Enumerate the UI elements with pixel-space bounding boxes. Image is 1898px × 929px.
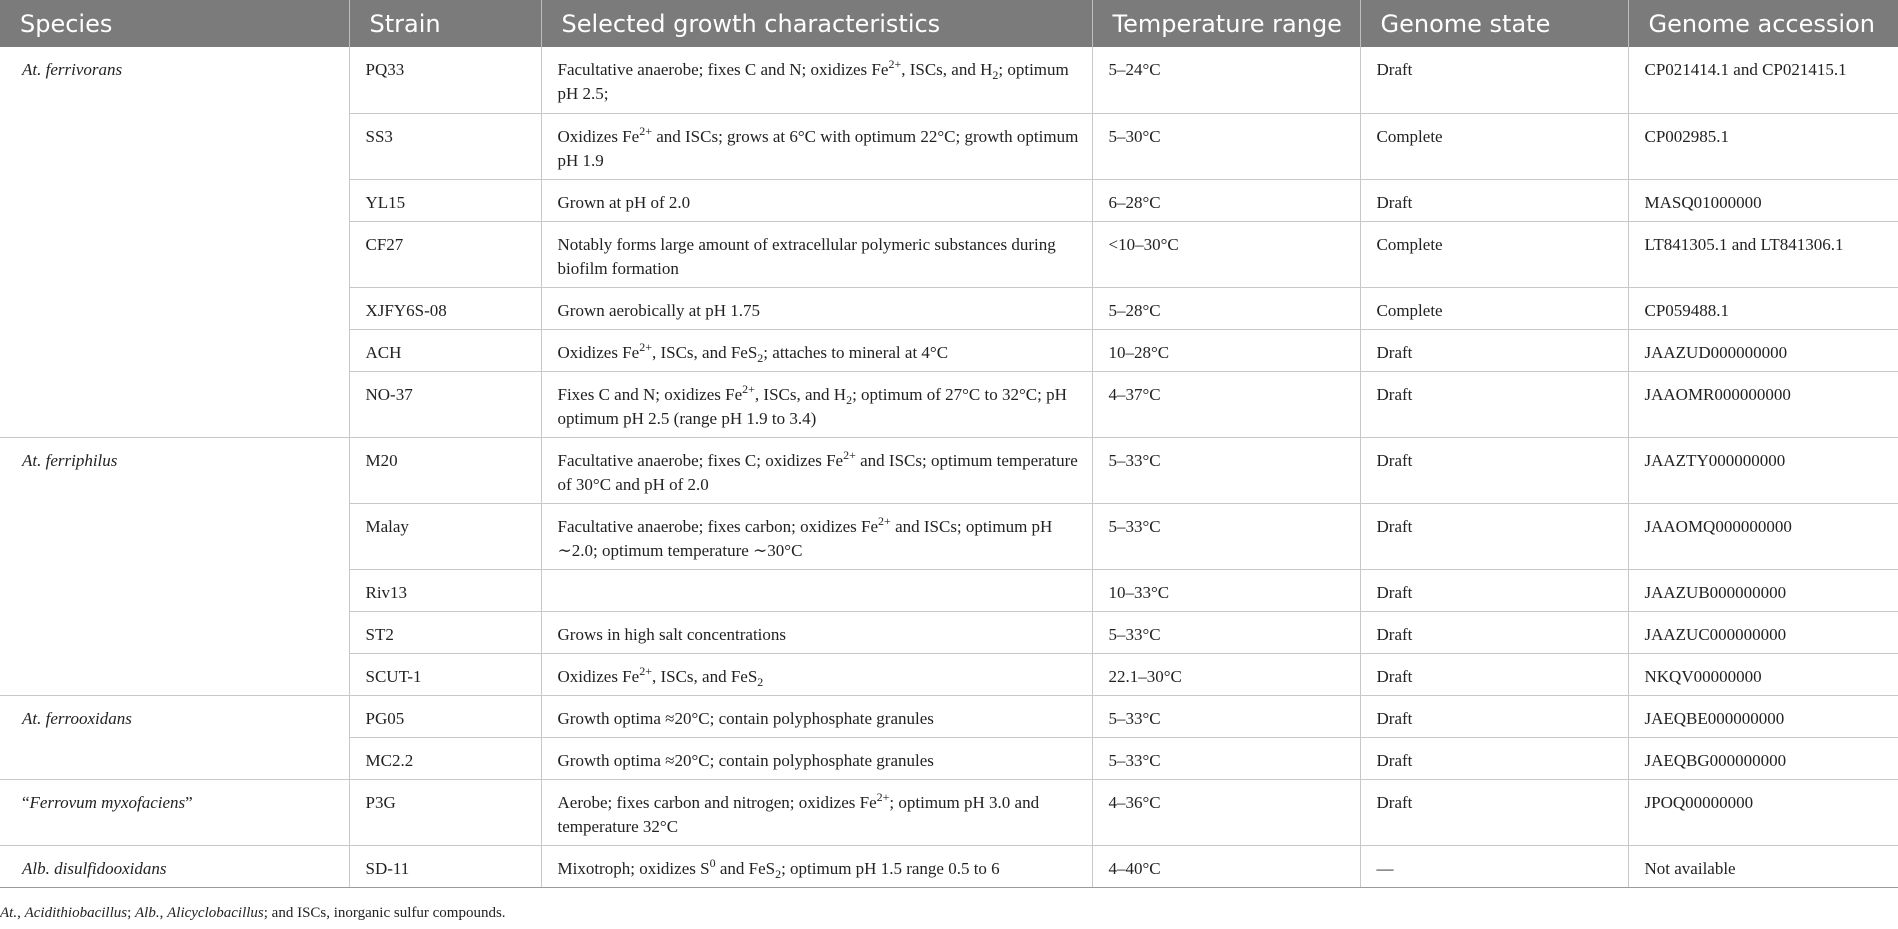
temperature-range-cell: 5–33°C	[1092, 503, 1360, 569]
temperature-range-cell: 10–28°C	[1092, 329, 1360, 371]
genome-accession-cell: MASQ01000000	[1628, 179, 1898, 221]
genome-state-cell: Draft	[1360, 737, 1628, 779]
growth-characteristics-cell	[541, 113, 1092, 179]
growth-characteristics-cell	[541, 695, 1092, 737]
genome-state-cell: Draft	[1360, 437, 1628, 503]
text-segment: 2	[757, 674, 764, 689]
text-segment: ; attaches to mineral at 4°C	[763, 342, 949, 362]
text-segment: 2	[992, 68, 999, 82]
strain-cell: M20	[349, 437, 541, 503]
strain-cell: ST2	[349, 611, 541, 653]
table-row	[0, 695, 1898, 737]
temperature-range-cell: 5–24°C	[1092, 47, 1360, 113]
genome-accession-cell: Not available	[1628, 845, 1898, 887]
genome-accession-cell: JAAOMR000000000	[1628, 371, 1898, 437]
header-species: Species	[0, 0, 349, 47]
genome-accession-cell: JPOQ00000000	[1628, 779, 1898, 845]
text-segment: Aerobe; fixes carbon and nitrogen; oxidizes Fe	[557, 792, 877, 812]
genome-state-cell: Draft	[1360, 695, 1628, 737]
genome-state-cell: Draft	[1360, 371, 1628, 437]
growth-characteristics-cell	[541, 287, 1092, 329]
genome-state-cell: Complete	[1360, 287, 1628, 329]
text-segment: Facultative anaerobe; fixes C and N; oxidizes Fe	[557, 60, 889, 79]
growth-characteristics-cell	[541, 779, 1092, 845]
text-segment: 2+	[639, 123, 652, 138]
genome-accession-cell: JAAZUC000000000	[1628, 611, 1898, 653]
text-segment: Grows in high salt concentrations	[557, 624, 787, 644]
growth-characteristics-cell	[541, 371, 1092, 437]
temperature-range-cell: 5–33°C	[1092, 611, 1360, 653]
text-segment: Growth optima ≈20°C; contain polyphosphate granules	[557, 750, 934, 770]
temperature-range-cell: <10–30°C	[1092, 221, 1360, 287]
footnote-abbr-at: At.	[0, 905, 18, 921]
text-segment: 2	[846, 392, 853, 407]
table-footnote	[0, 905, 506, 922]
text-segment: Oxidizes Fe	[557, 342, 640, 362]
temperature-range-cell: 4–40°C	[1092, 845, 1360, 887]
genome-state-cell: Draft	[1360, 653, 1628, 695]
genome-accession-cell: JAAZTY000000000	[1628, 437, 1898, 503]
growth-characteristics-cell	[541, 611, 1092, 653]
text-segment: 2	[775, 866, 782, 881]
table-row	[0, 47, 1898, 113]
strain-cell: MC2.2	[349, 737, 541, 779]
strain-cell: CF27	[349, 221, 541, 287]
genome-state-cell: Draft	[1360, 779, 1628, 845]
text-segment: , ISCs, and FeS	[651, 666, 758, 686]
species-cell: Alb. disulfidooxidans	[0, 845, 349, 887]
header-temperature-range: Temperature range	[1092, 0, 1360, 47]
genome-accession-cell: CP021414.1 and CP021415.1	[1628, 47, 1898, 113]
genome-accession-cell: JAEQBG000000000	[1628, 737, 1898, 779]
temperature-range-cell: 5–28°C	[1092, 287, 1360, 329]
text-segment: Growth optima ≈20°C; contain polyphosphate granules	[557, 708, 934, 728]
temperature-range-cell: 5–33°C	[1092, 737, 1360, 779]
text-segment: , ISCs, and H	[901, 60, 993, 79]
growth-characteristics-cell	[541, 569, 1092, 611]
text-segment: , ISCs, and H	[754, 384, 847, 404]
text-segment: Oxidizes Fe	[557, 126, 640, 146]
temperature-range-cell: 4–37°C	[1092, 371, 1360, 437]
genome-accession-cell: CP059488.1	[1628, 287, 1898, 329]
text-segment: and ISCs; grows at 6°C with optimum 22°C; growth optimum pH 1.9	[557, 126, 1079, 170]
strain-cell: NO-37	[349, 371, 541, 437]
temperature-range-cell: 10–33°C	[1092, 569, 1360, 611]
footnote-sep: ,	[159, 905, 168, 921]
footnote-abbr-alb: Alb.	[135, 905, 160, 921]
footnote-acidithiobacillus: Acidithiobacillus	[24, 905, 128, 921]
text-segment: Notably forms large amount of extracellular polymeric substances during biofilm formation	[557, 234, 1056, 278]
text-segment: Facultative anaerobe; fixes carbon; oxidizes Fe	[557, 516, 879, 536]
growth-characteristics-cell	[541, 437, 1092, 503]
genome-state-cell: Draft	[1360, 503, 1628, 569]
footnote-sep: ;	[127, 905, 136, 921]
strain-cell: SS3	[349, 113, 541, 179]
text-segment: , ISCs, and FeS	[651, 342, 758, 362]
text-segment: and ISCs; optimum pH ∼2.0; optimum temperature ∼30°C	[557, 516, 1053, 560]
header-strain: Strain	[349, 0, 541, 47]
species-cell: At. ferrooxidans	[0, 695, 349, 779]
temperature-range-cell: 5–30°C	[1092, 113, 1360, 179]
text-segment: Oxidizes Fe	[557, 666, 640, 686]
growth-characteristics-cell	[541, 653, 1092, 695]
strain-cell: PG05	[349, 695, 541, 737]
growth-characteristics-cell	[541, 47, 1092, 113]
genome-accession-cell: LT841305.1 and LT841306.1	[1628, 221, 1898, 287]
species-cell: At. ferrivorans	[0, 47, 349, 437]
text-segment: Facultative anaerobe; fixes C; oxidizes Fe	[557, 450, 844, 470]
text-segment: Grown at pH of 2.0	[557, 192, 691, 212]
strain-cell: XJFY6S-08	[349, 287, 541, 329]
species-cell: At. ferriphilus	[0, 437, 349, 695]
genome-state-cell: Complete	[1360, 113, 1628, 179]
table-row	[0, 437, 1898, 503]
strain-cell: SCUT-1	[349, 653, 541, 695]
footnote-sep: ,	[17, 905, 25, 921]
text-segment: and ISCs; optimum temperature of 30°C and pH of 2.0	[557, 450, 1078, 494]
text-segment: ; optimum pH 2.5;	[557, 60, 1069, 103]
text-segment: Fixes C and N; oxidizes Fe	[557, 384, 743, 404]
species-cell: “Ferrovum myxofaciens”	[0, 779, 349, 845]
genome-state-cell: Draft	[1360, 179, 1628, 221]
strain-cell: PQ33	[349, 47, 541, 113]
genome-state-cell: —	[1360, 845, 1628, 887]
temperature-range-cell: 6–28°C	[1092, 179, 1360, 221]
temperature-range-cell: 4–36°C	[1092, 779, 1360, 845]
text-segment: Grown aerobically at pH 1.75	[557, 300, 761, 320]
text-segment: and FeS	[715, 858, 776, 878]
growth-characteristics-cell	[541, 503, 1092, 569]
table-row	[0, 779, 1898, 845]
text-segment: 2+	[843, 447, 856, 462]
text-segment: 2+	[876, 789, 890, 804]
genome-state-cell: Draft	[1360, 47, 1628, 113]
text-segment: 2+	[639, 663, 652, 678]
genome-accession-cell: CP002985.1	[1628, 113, 1898, 179]
header-growth-characteristics: Selected growth characteristics	[541, 0, 1092, 47]
header-genome-accession: Genome accession	[1628, 0, 1898, 47]
header-genome-state: Genome state	[1360, 0, 1628, 47]
text-segment: 2+	[878, 513, 891, 528]
footnote-alicyclobacillus: Alicyclobacillus	[167, 905, 264, 921]
footnote-isc: ; and ISCs, inorganic sulfur compounds.	[263, 905, 506, 921]
text-segment: 2+	[742, 381, 755, 396]
growth-characteristics-cell	[541, 221, 1092, 287]
strain-cell: YL15	[349, 179, 541, 221]
text-segment: 2	[757, 350, 764, 365]
growth-characteristics-cell	[541, 737, 1092, 779]
text-segment: 0	[709, 855, 716, 870]
text-segment: Mixotroph; oxidizes S	[557, 858, 710, 878]
genome-accession-cell: JAEQBE000000000	[1628, 695, 1898, 737]
text-segment: 2+	[888, 57, 902, 71]
strain-cell: Malay	[349, 503, 541, 569]
strain-cell: Riv13	[349, 569, 541, 611]
temperature-range-cell: 5–33°C	[1092, 437, 1360, 503]
genome-accession-cell: JAAZUD000000000	[1628, 329, 1898, 371]
genome-state-cell: Draft	[1360, 329, 1628, 371]
strain-cell: P3G	[349, 779, 541, 845]
genome-state-cell: Draft	[1360, 569, 1628, 611]
strain-cell: SD-11	[349, 845, 541, 887]
text-segment: ; optimum pH 1.5 range 0.5 to 6	[781, 858, 1000, 878]
table-row	[0, 845, 1898, 887]
genome-state-cell: Draft	[1360, 611, 1628, 653]
growth-characteristics-cell	[541, 179, 1092, 221]
header-row	[0, 0, 1898, 47]
genome-state-cell: Complete	[1360, 221, 1628, 287]
text-segment: ; optimum of 27°C to 32°C; pH optimum pH 2.5 (range pH 1.9 to 3.4)	[557, 384, 1067, 428]
temperature-range-cell: 22.1–30°C	[1092, 653, 1360, 695]
temperature-range-cell: 5–33°C	[1092, 695, 1360, 737]
text-segment: ; optimum pH 3.0 and temperature 32°C	[557, 792, 1040, 836]
growth-characteristics-cell	[541, 845, 1092, 887]
table-body	[0, 47, 1898, 887]
text-segment: 2+	[639, 339, 652, 354]
genome-accession-cell: JAAZUB000000000	[1628, 569, 1898, 611]
strain-cell: ACH	[349, 329, 541, 371]
growth-characteristics-cell	[541, 329, 1092, 371]
genome-accession-cell: JAAOMQ000000000	[1628, 503, 1898, 569]
genome-accession-cell: NKQV00000000	[1628, 653, 1898, 695]
